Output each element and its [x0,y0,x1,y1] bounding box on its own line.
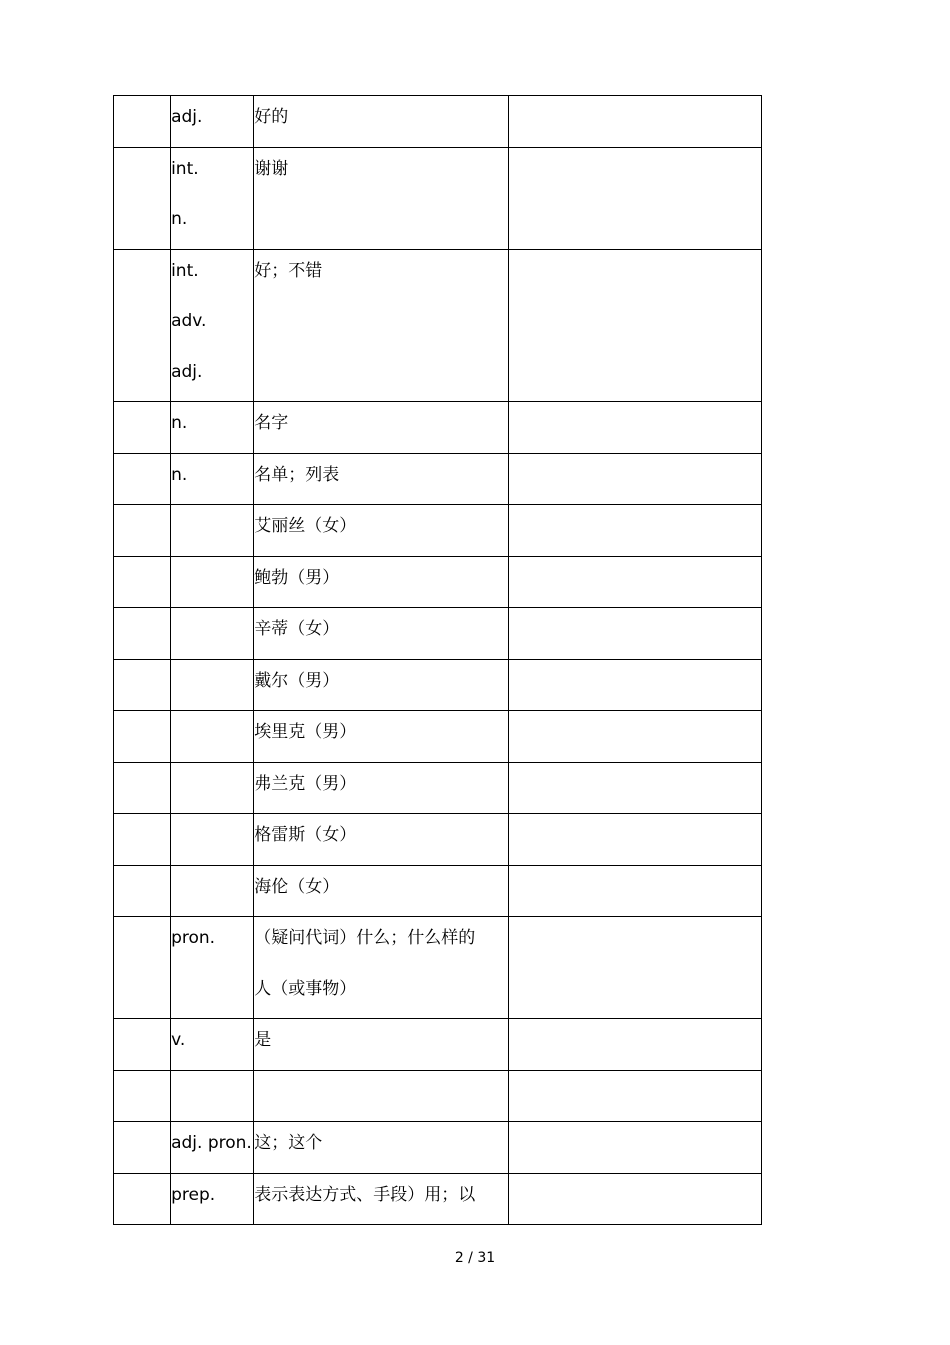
meaning-text: 辛蒂（女） [254,619,340,639]
part-of-speech [171,711,253,762]
table-row [114,659,762,711]
note-cell [508,659,761,711]
word-cell [114,762,171,814]
part-of-speech: adj. [171,107,203,127]
part-of-speech: adv. [171,311,207,331]
part-of-speech-cell [171,1173,254,1225]
meaning-text: 戴尔（男） [254,670,340,691]
word-line [114,454,170,505]
page-number: 2 / 31 [454,1250,496,1266]
part-of-speech-cell [171,556,254,608]
word-line [114,1019,170,1070]
table-row [114,1173,762,1225]
word-line [114,300,170,351]
part-of-speech: adj. pron. [171,1133,252,1153]
meaning-text: 好；不错 [254,260,323,281]
part-of-speech-cell [171,1070,254,1122]
word-cell [114,1019,171,1071]
table-row [114,711,762,763]
table-row [114,147,762,249]
table-row [114,249,762,402]
note-cell [508,1019,761,1071]
meaning-cell [254,814,508,866]
note-cell [508,917,761,1019]
meaning-cell [254,402,508,454]
meaning-text: 埃里克（男） [254,722,357,742]
meaning-cell [254,1122,508,1174]
word-line [114,96,170,147]
part-of-speech-cell [171,1019,254,1071]
word-line [114,198,170,249]
word-line [114,608,170,659]
table-row [114,1019,762,1071]
word-line [114,1071,170,1122]
part-of-speech-cell [171,96,254,148]
table-row [114,453,762,505]
meaning-text: 人（或事物） [254,978,357,999]
word-cell [114,1070,171,1122]
part-of-speech-cell [171,865,254,917]
note-cell [508,96,761,148]
meaning-cell [254,865,508,917]
word-line [114,351,170,402]
meaning-text: 表示表达方式、手段）用；以 [254,1184,476,1205]
word-cell [114,96,171,148]
vocabulary-table-body [114,96,762,1225]
table-row [114,505,762,557]
word-line [114,402,170,453]
word-line [114,814,170,865]
word-cell [114,608,171,660]
word-cell [114,249,171,402]
meaning-text: （疑问代词）什么；什么样的 [254,928,476,948]
part-of-speech [171,505,253,556]
meaning-cell [254,249,508,402]
table-row [114,917,762,1019]
part-of-speech: prep. [171,1184,216,1205]
part-of-speech-cell [171,762,254,814]
meaning-cell [254,1173,508,1225]
meaning-text [254,1071,507,1122]
meaning-text: 海伦（女） [254,876,340,897]
meaning-text: 是 [254,1030,272,1050]
meaning-text: 这；这个 [254,1133,323,1153]
word-cell [114,865,171,917]
note-cell [508,505,761,557]
meaning-text: 名单；列表 [254,464,340,485]
part-of-speech [171,814,253,865]
part-of-speech-cell [171,917,254,1019]
table-row [114,608,762,660]
word-line [114,660,170,711]
table-row [114,1122,762,1174]
table-row [114,556,762,608]
note-cell [508,608,761,660]
word-cell [114,505,171,557]
part-of-speech-cell [171,711,254,763]
word-cell [114,402,171,454]
part-of-speech [171,968,253,1019]
word-line [114,968,170,1019]
part-of-speech-cell [171,608,254,660]
part-of-speech [171,866,253,917]
meaning-text: 鲍勃（男） [254,567,340,588]
note-cell [508,711,761,763]
word-line [114,763,170,814]
part-of-speech: n. [171,413,188,433]
meaning-text [254,198,507,249]
part-of-speech: pron. [171,928,216,948]
meaning-cell [254,659,508,711]
meaning-text: 格雷斯（女） [254,825,357,845]
meaning-text: 艾丽丝（女） [254,516,357,536]
word-cell [114,556,171,608]
meaning-text [254,300,507,351]
part-of-speech: int. [171,158,199,179]
part-of-speech [171,557,253,608]
meaning-cell [254,505,508,557]
word-line [114,866,170,917]
word-cell [114,917,171,1019]
word-line [114,917,170,968]
table-row [114,1070,762,1122]
meaning-text: 名字 [254,413,289,433]
word-line [114,505,170,556]
note-cell [508,402,761,454]
table-row [114,865,762,917]
meaning-cell [254,453,508,505]
part-of-speech-cell [171,147,254,249]
meaning-text: 好的 [254,107,289,127]
word-cell [114,453,171,505]
note-cell [508,762,761,814]
note-cell [508,556,761,608]
meaning-cell [254,556,508,608]
table-row [114,814,762,866]
part-of-speech [171,763,253,814]
note-cell [508,453,761,505]
part-of-speech: v. [171,1030,186,1050]
note-cell [508,865,761,917]
part-of-speech: n. [171,209,188,229]
part-of-speech: int. [171,260,199,281]
meaning-text: 弗兰克（男） [254,773,357,794]
part-of-speech-cell [171,402,254,454]
part-of-speech-cell [171,453,254,505]
word-cell [114,1122,171,1174]
meaning-cell [254,711,508,763]
word-cell [114,147,171,249]
meaning-cell [254,608,508,660]
word-line [114,1174,170,1225]
word-line [114,711,170,762]
part-of-speech [171,608,253,659]
part-of-speech-cell [171,505,254,557]
meaning-text: 谢谢 [254,158,289,179]
note-cell [508,814,761,866]
part-of-speech-cell [171,249,254,402]
table-row [114,96,762,148]
word-cell [114,814,171,866]
part-of-speech [171,1071,253,1122]
vocabulary-table [113,95,762,1225]
note-cell [508,249,761,402]
meaning-cell [254,762,508,814]
part-of-speech-cell [171,659,254,711]
word-line [114,148,170,199]
word-cell [114,659,171,711]
part-of-speech [171,660,253,711]
table-row [114,762,762,814]
meaning-cell [254,1019,508,1071]
word-cell [114,1173,171,1225]
meaning-cell [254,1070,508,1122]
note-cell [508,147,761,249]
meaning-cell [254,147,508,249]
part-of-speech-cell [171,1122,254,1174]
note-cell [508,1070,761,1122]
word-cell [114,711,171,763]
part-of-speech: adj. [171,361,203,382]
note-cell [508,1122,761,1174]
meaning-text [254,351,507,402]
word-line [114,1122,170,1173]
table-row [114,402,762,454]
note-cell [508,1173,761,1225]
meaning-cell [254,96,508,148]
word-line [114,250,170,301]
part-of-speech-cell [171,814,254,866]
word-line [114,557,170,608]
meaning-cell [254,917,508,1019]
part-of-speech: n. [171,464,188,485]
